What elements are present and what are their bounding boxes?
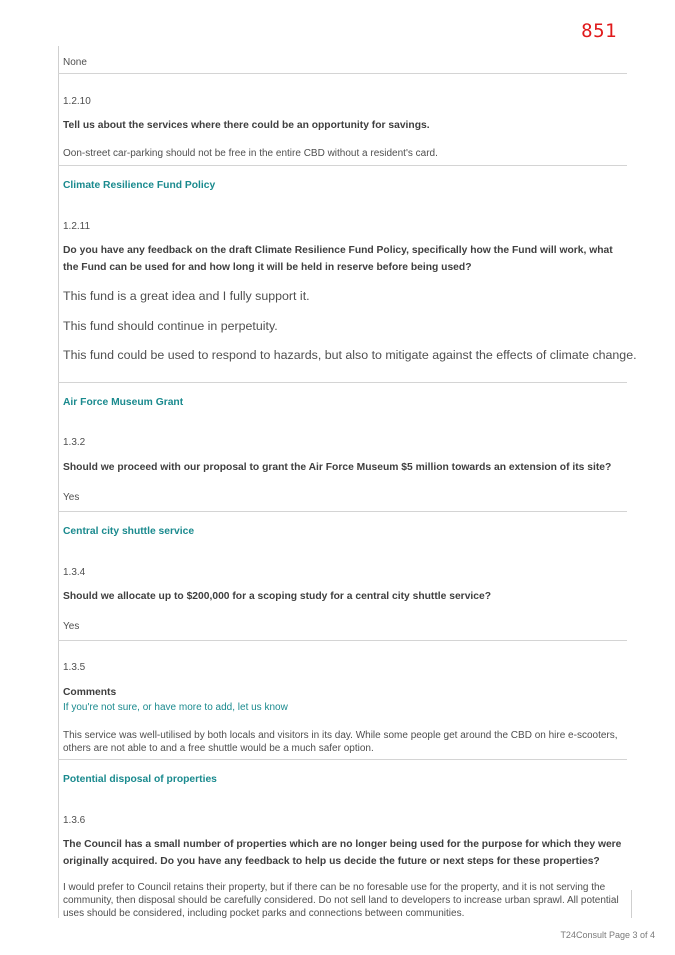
- divider: [58, 382, 627, 383]
- answer-none: None: [63, 57, 87, 68]
- question-number: 1.3.2: [63, 437, 86, 448]
- feedback-link[interactable]: If you're not sure, or have more to add, let us know: [63, 702, 288, 713]
- answer-line: This fund is a great idea and I fully support it.: [63, 289, 310, 303]
- section-heading-climate: Climate Resilience Fund Policy: [63, 180, 216, 191]
- question-number: 1.3.6: [63, 815, 86, 826]
- question-text: Should we proceed with our proposal to grant the Air Force Museum $5 million towards an extension of its site?: [63, 462, 612, 473]
- left-margin-rule: [58, 46, 59, 918]
- question-number: 1.3.5: [63, 662, 86, 673]
- section-heading-shuttle: Central city shuttle service: [63, 526, 195, 537]
- question-text: Do you have any feedback on the draft Climate Resilience Fund Policy, specifically how the Fund will work, what the Fund can be used for and how long it will be held in reserve before being used?: [63, 245, 613, 273]
- divider: [58, 640, 627, 641]
- answer-text: This service was well-utilised by both locals and visitors in its day. While some people get around the CBD on hire e-scooters, others are not able to and a free shuttle would be a much safer option.: [63, 730, 618, 754]
- comments-label: Comments: [63, 687, 117, 698]
- question-text: Should we allocate up to $200,000 for a scoping study for a central city shuttle service?: [63, 591, 492, 602]
- answer-line: This fund should continue in perpetuity.: [63, 319, 278, 333]
- question-number: 1.3.4: [63, 567, 86, 578]
- divider: [58, 165, 627, 166]
- question-number: 1.2.10: [63, 96, 91, 107]
- question-text: Tell us about the services where there could be an opportunity for savings.: [63, 120, 430, 131]
- right-margin-rule: [631, 890, 632, 918]
- question-number: 1.2.11: [63, 221, 91, 232]
- divider: [58, 759, 627, 760]
- answer-text: I would prefer to Council retains their property, but if there can be no foresable use for the property, and it is not serving the community, then disposal should be carefully considered. Do not sell land to developers to increase urban sprawl. All potential uses should be considered, including pocket parks and connections between communities.: [63, 882, 619, 919]
- section-heading-disposal: Potential disposal of properties: [63, 774, 217, 785]
- answer-line: This fund could be used to respond to hazards, but also to mitigate against the effects of climate change.: [63, 348, 637, 362]
- page-stamp: 851: [581, 20, 617, 42]
- answer-text: Yes: [63, 621, 80, 632]
- page-footer: T24Consult Page 3 of 4: [560, 930, 655, 940]
- section-heading-air-force: Air Force Museum Grant: [63, 397, 184, 408]
- answer-text: Oon-street car-parking should not be free in the entire CBD without a resident's card.: [63, 148, 438, 159]
- answer-text: Yes: [63, 492, 80, 503]
- question-text: The Council has a small number of properties which are no longer being used for the purpose for which they were originally acquired. Do you have any feedback to help us decide the future or next steps for these properties?: [63, 839, 622, 867]
- divider: [58, 73, 627, 74]
- divider: [58, 511, 627, 512]
